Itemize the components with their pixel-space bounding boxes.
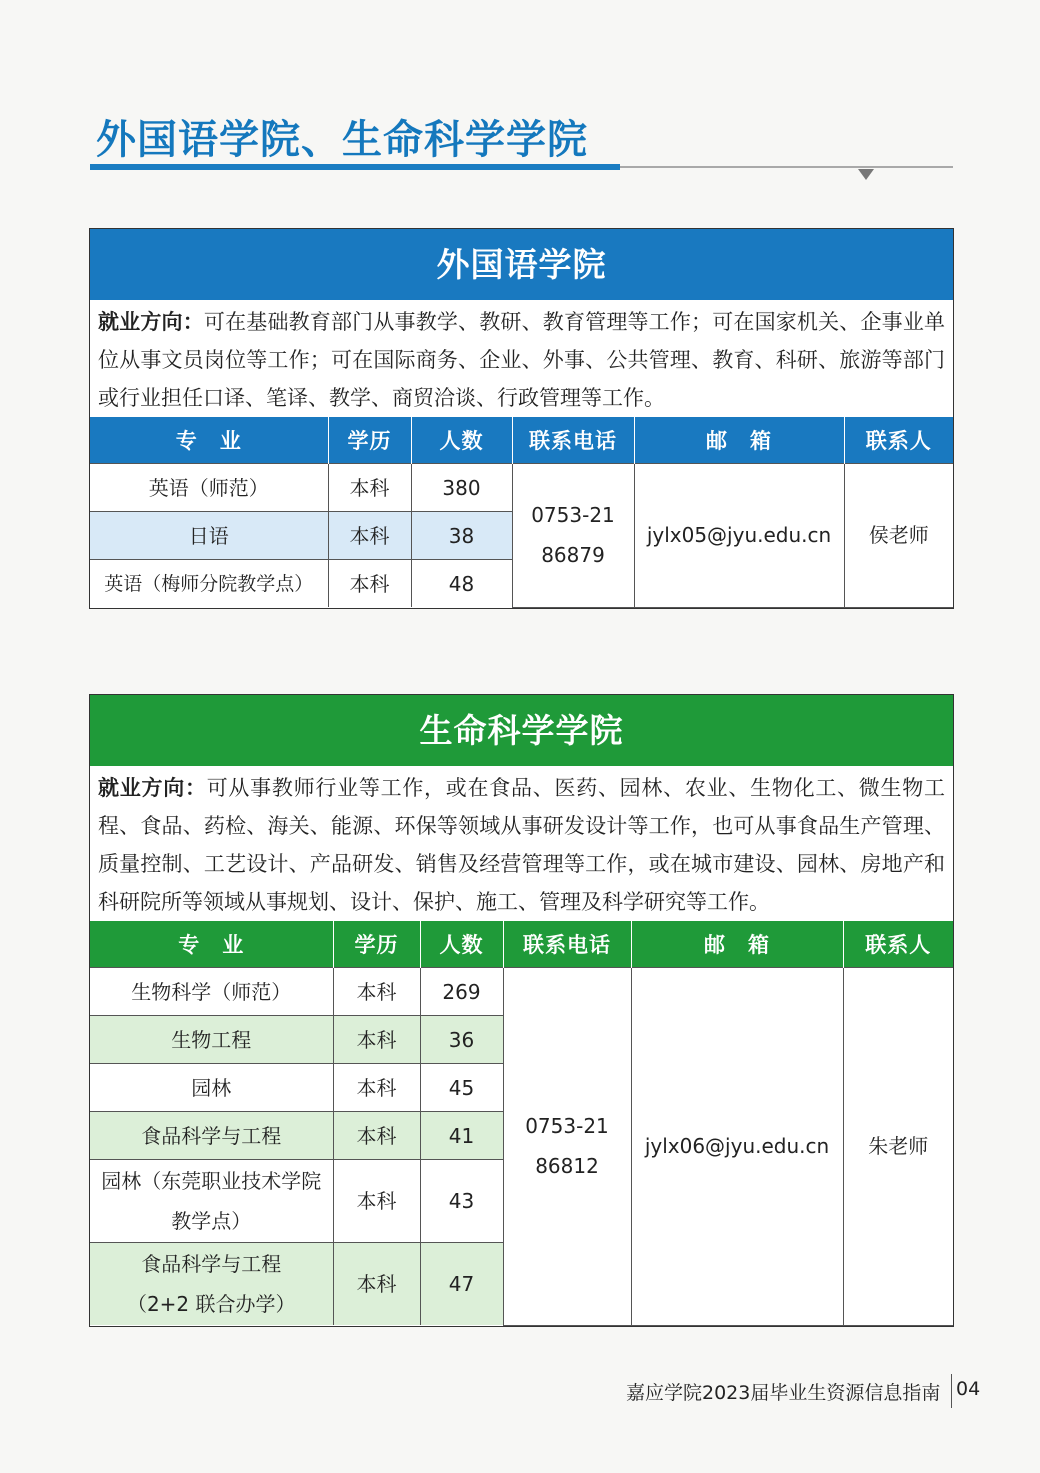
title-underline-accent: [90, 164, 620, 170]
majors-table: [90, 921, 953, 1326]
triangle-down-icon: [858, 169, 874, 180]
degree-cell: 本科: [328, 464, 411, 512]
degree-cell: 本科: [333, 1064, 420, 1112]
contact-cell: 朱老师: [843, 968, 953, 1326]
degree-cell: 本科: [333, 1112, 420, 1160]
contact-cell: 侯老师: [844, 464, 953, 608]
major-cell: 英语（师范）: [90, 464, 328, 512]
header-phone: 联系电话: [512, 417, 634, 464]
major-cell: 日语: [90, 512, 328, 560]
footer-guide-title: 嘉应学院2023届毕业生资源信息指南: [626, 1382, 941, 1404]
major-cell: 生物工程: [90, 1016, 333, 1064]
degree-cell: 本科: [333, 968, 420, 1016]
employment-direction-text: 可从事教师行业等工作，或在食品、医药、园林、农业、生物化工、微生物工程、食品、药检、海关、能源、环保等领域从事研发设计等工作，也可从事食品生产管理、质量控制、工艺设计、产品研发、销售及经营管理等工作，或在城市建设、园林、房地产和科研院所等领域从事规划、设计、保护、施工、管理及科学研究等工作。: [98, 776, 946, 914]
table-header-row: [90, 417, 953, 464]
count-cell: 43: [420, 1160, 503, 1243]
majors-table: [90, 417, 953, 608]
header-count: 人数: [411, 417, 512, 464]
footer-divider: [951, 1374, 952, 1408]
major-cell: 食品科学与工程（2+2 联合办学）: [90, 1243, 333, 1326]
header-phone: 联系电话: [503, 921, 631, 968]
degree-cell: 本科: [328, 560, 411, 608]
major-cell: 园林: [90, 1064, 333, 1112]
section-title: 生命科学学院: [90, 695, 953, 766]
page-title: 外国语学院、生命科学学院: [96, 116, 588, 163]
degree-cell: 本科: [328, 512, 411, 560]
header-major: 专 业: [90, 417, 328, 464]
phone-cell: 0753-2186812: [503, 968, 631, 1326]
section-title: 外国语学院: [90, 229, 953, 300]
degree-cell: 本科: [333, 1243, 420, 1326]
count-cell: 380: [411, 464, 512, 512]
phone-cell: 0753-2186879: [512, 464, 634, 608]
major-cell: 英语（梅师分院教学点）: [90, 560, 328, 608]
table-row: [90, 968, 953, 1016]
table-row: [90, 464, 953, 512]
header-major: 专 业: [90, 921, 333, 968]
page-number: 04: [956, 1378, 981, 1400]
count-cell: 36: [420, 1016, 503, 1064]
header-degree: 学历: [328, 417, 411, 464]
major-cell: 食品科学与工程: [90, 1112, 333, 1160]
table-header-row: [90, 921, 953, 968]
email-cell: jylx05@jyu.edu.cn: [634, 464, 844, 608]
count-cell: 48: [411, 560, 512, 608]
header-contact: 联系人: [844, 417, 953, 464]
title-underline-rule: [620, 166, 953, 168]
employment-direction: [90, 766, 953, 921]
employment-direction-label: 就业方向：: [98, 310, 204, 334]
count-cell: 269: [420, 968, 503, 1016]
degree-cell: 本科: [333, 1160, 420, 1243]
email-cell: jylx06@jyu.edu.cn: [631, 968, 843, 1326]
degree-cell: 本科: [333, 1016, 420, 1064]
count-cell: 38: [411, 512, 512, 560]
header-contact: 联系人: [843, 921, 953, 968]
count-cell: 47: [420, 1243, 503, 1326]
employment-direction-text: 可在基础教育部门从事教学、教研、教育管理等工作；可在国家机关、企事业单位从事文员岗位等工作；可在国际商务、企业、外事、公共管理、教育、科研、旅游等部门或行业担任口译、笔译、教学、商贸洽谈、行政管理等工作。: [98, 310, 946, 410]
employment-direction-label: 就业方向：: [98, 776, 207, 800]
section-life-sciences: [89, 694, 954, 1327]
count-cell: 41: [420, 1112, 503, 1160]
employment-direction: [90, 300, 953, 417]
section-foreign-languages: [89, 228, 954, 609]
header-email: 邮 箱: [634, 417, 844, 464]
major-cell: 生物科学（师范）: [90, 968, 333, 1016]
header-degree: 学历: [333, 921, 420, 968]
count-cell: 45: [420, 1064, 503, 1112]
header-email: 邮 箱: [631, 921, 843, 968]
header-count: 人数: [420, 921, 503, 968]
major-cell: 园林（东莞职业技术学院教学点）: [90, 1160, 333, 1243]
